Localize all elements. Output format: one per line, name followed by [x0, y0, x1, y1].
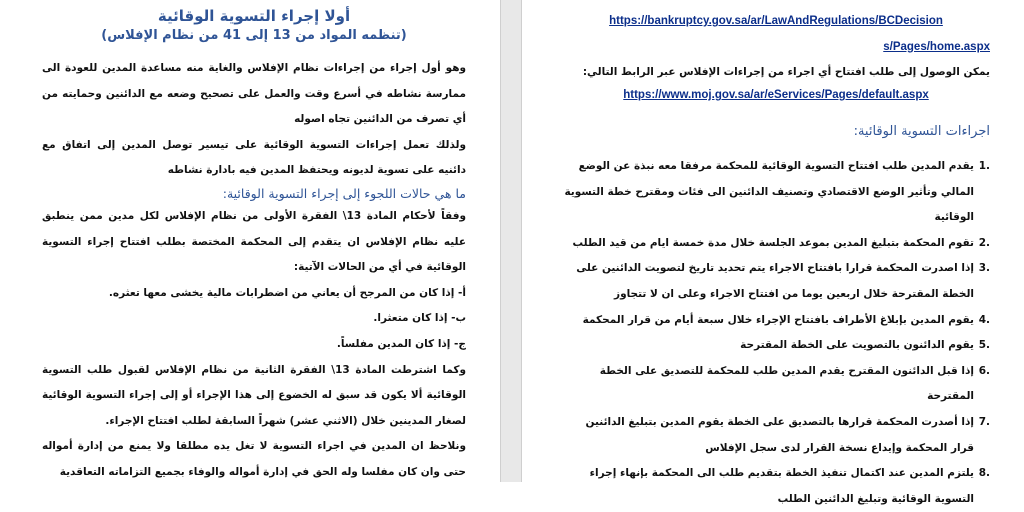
section-heading: ما هي حالات اللجوء إلى إجراء التسوية الوقائية:	[222, 185, 466, 201]
procedure-step: 4. يقوم المدين بإبلاغ الأطراف بافتتاح الإجراء خلال سبعة أيام من قرار المحكمة	[582, 313, 990, 326]
procedure-step: 7. إذا أصدرت المحكمة قرارها بالتصديق على الخطة يقوم المدين بتبليغ الدائنين قرار المحكمة وإيداع نسخة القرار لدى سجل الإفلاس	[585, 415, 990, 454]
procedure-step: 1. يقدم المدين طلب افتتاح التسوية الوقائية للمحكمة مرفقا معه نبذة عن الوضع المالي وتأثير الوضع الاقتصادي وتصنيف الدائنين الى فئات ومقترح خطة التسوية الوقائية	[564, 160, 990, 224]
procedure-step: 3. إذا اصدرت المحكمة قرارا بافتتاح الاجراء يتم تحديد تاريخ لتصويت الدائنين على الخطة المقترحة خلال اربعين يوما من افتتاح الاجراء وعلى ان لا تتجاوز	[576, 262, 990, 300]
intro-paragraph: وهو أول إجراء من إجراءات نظام الإفلاس والغاية منه مساعدة المدين للعودة الى ممارسة نشاطه في أسرع وقت والعمل على تصحيح وضعه مع الدائنين وحمايته من أي تصرف من الدائنين تجاه اصوله	[42, 62, 466, 126]
procedure-step: 2. تقوم المحكمة بتبليغ المدين بموعد الجلسة خلال مدة خمسة ايام من قيد الطلب	[572, 236, 990, 249]
bankruptcy-link-line-1[interactable]: https://bankruptcy.gov.sa/ar/LawAndRegulations/BCDecision	[609, 15, 943, 27]
closing-paragraph: ونلاحظ ان المدين في اجراء التسوية لا تغل يده مطلقا ولا يمنع من إدارة أمواله حتى وان كان مفلسا وله الحق في إدارة أمواله والوفاء بجميع التزاماته التعاقدية	[42, 440, 466, 478]
condition-item: ج- إذا كان المدين مفلساً.	[336, 337, 466, 350]
page-gutter	[500, 0, 522, 482]
procedure-step: 5. يقوم الدائنون بالتصويت على الخطة المقترحة	[740, 339, 990, 352]
left-document-page	[0, 0, 500, 482]
procedure-step: 6. إذا قبل الدائنون المقترح يقدم المدين طلب للمحكمة للتصديق على الخطة المقترحة	[599, 364, 990, 403]
procedure-steps-list	[562, 154, 990, 512]
bankruptcy-link-line-2[interactable]: s/Pages/home.aspx	[883, 41, 990, 53]
procedure-step: 8. يلتزم المدين عند اكتمال تنفيذ الخطة بتقديم طلب الى المحكمة بإنهاء إجراء التسوية الوقائية وتبليغ الدائنين الطلب	[589, 467, 990, 505]
intro-paragraph: ولذلك تعمل إجراءات التسوية الوقائية على تيسير توصل المدين إلى اتفاق مع دائنيه على تسوية لديونه ويحتفظ المدين فيه بادارة نشاطه	[42, 138, 466, 177]
procedures-heading: اجراءات التسوية الوقائية:	[853, 124, 990, 139]
section-intro: وفقاً لأحكام المادة 13\ الفقرة الأولى من نظام الإفلاس لكل مدين ممن ينطبق عليه نظام الإفلاس ان يتقدم إلى المحكمة المختصة بطلب افتتاح إجراء التسوية الوقائية في أي من الحالات الآتية:	[42, 209, 466, 274]
right-document-page	[522, 0, 1024, 505]
access-intro-text: يمكن الوصول إلى طلب افتتاح أي اجراء من إجراءات الإفلاس عبر الرابط التالي:	[582, 66, 990, 78]
condition-item: ب- إذا كان متعثرا.	[373, 312, 466, 325]
closing-paragraph: وكما اشترطت المادة 13\ الفقرة الثانية من نظام الإفلاس لقبول طلب التسوية الوقائية ألا يكون قد سبق له الخضوع إلى هذا الإجراء أو إلى إجراء التسوية الوقائية لصغار المدينين خلال (الاثني عشر) شهراً السابقة لطلب افتتاح الإجراء.	[42, 363, 466, 427]
page-subtitle: (تنظمه المواد من 13 إلى 41 من نظام الإفلاس)	[101, 28, 407, 43]
condition-item: أ- إذا كان من المرجح أن يعاني من اضطرابات مالية يخشى معها تعثره.	[108, 286, 466, 299]
page-title: أولا إجراء التسوية الوقائية	[157, 7, 351, 25]
moj-eservices-link[interactable]: https://www.moj.gov.sa/ar/eServices/Pages/default.aspx	[623, 89, 929, 101]
